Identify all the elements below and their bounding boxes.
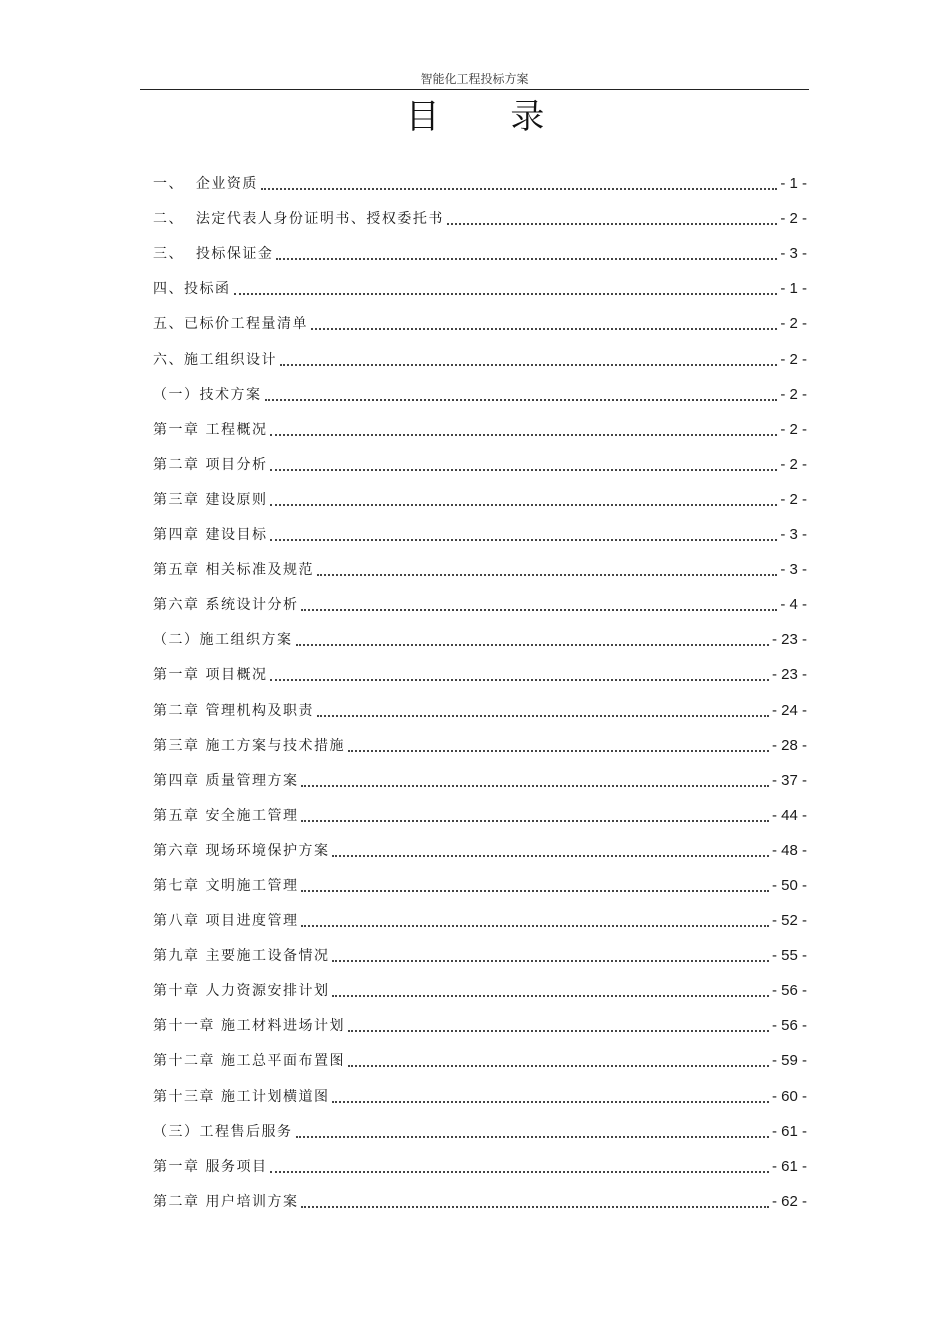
toc-dot-leader	[311, 328, 777, 330]
toc-entry-label: 五、已标价工程量清单	[153, 316, 308, 333]
toc-dot-leader	[301, 1206, 769, 1208]
toc-entry-page-number: - 61 -	[771, 1157, 807, 1175]
toc-dot-leader	[270, 1171, 769, 1173]
toc-dot-leader	[332, 995, 769, 997]
toc-entry-page-number: - 23 -	[771, 631, 807, 649]
toc-entry[interactable]	[153, 1178, 807, 1213]
toc-entry[interactable]	[153, 1108, 807, 1143]
toc-entry-label: 六、施工组织设计	[153, 351, 277, 368]
toc-entry-page-number: - 55 -	[771, 947, 807, 965]
toc-entry-label: 第二章 用户培训方案	[153, 1193, 299, 1210]
toc-dot-leader	[280, 364, 777, 366]
toc-entry-page-number: - 28 -	[771, 736, 807, 754]
toc-entry[interactable]	[153, 651, 807, 686]
toc-entry-label: 第一章 项目概况	[153, 667, 268, 684]
toc-entry[interactable]	[153, 230, 807, 265]
toc-entry[interactable]	[153, 932, 807, 967]
toc-entry-label: 一、 企业资质	[153, 176, 258, 193]
toc-entry-label: 第一章 工程概况	[153, 421, 268, 438]
toc-entry[interactable]	[153, 1002, 807, 1037]
toc-dot-leader	[261, 188, 777, 190]
toc-entry-page-number: - 37 -	[771, 771, 807, 789]
toc-entry[interactable]	[153, 897, 807, 932]
toc-entry-label: 第十一章 施工材料进场计划	[153, 1018, 345, 1035]
toc-entry-label: 第四章 建设目标	[153, 527, 268, 544]
toc-dot-leader	[296, 644, 769, 646]
toc-dot-leader	[348, 750, 769, 752]
toc-entry[interactable]	[153, 1037, 807, 1072]
toc-entry-page-number: - 59 -	[771, 1052, 807, 1070]
toc-entry[interactable]	[153, 160, 807, 195]
toc-entry[interactable]	[153, 862, 807, 897]
toc-entry[interactable]	[153, 581, 807, 616]
toc-entry-page-number: - 48 -	[771, 841, 807, 859]
toc-entry-label: （一）技术方案	[153, 386, 262, 403]
toc-dot-leader	[317, 574, 777, 576]
toc-entry-label: 三、 投标保证金	[153, 246, 274, 263]
toc-entry-page-number: - 3 -	[780, 245, 807, 263]
toc-entry-page-number: - 1 -	[780, 175, 807, 193]
toc-entry-label: 第十三章 施工计划横道图	[153, 1088, 330, 1105]
toc-dot-leader	[270, 679, 769, 681]
toc-dot-leader	[301, 820, 769, 822]
toc-dot-leader	[332, 1101, 769, 1103]
toc-dot-leader	[332, 855, 769, 857]
toc-entry[interactable]	[153, 827, 807, 862]
toc-entry[interactable]	[153, 1143, 807, 1178]
toc-entry-label: 第六章 系统设计分析	[153, 597, 299, 614]
toc-entry-page-number: - 44 -	[771, 806, 807, 824]
table-of-contents	[153, 160, 807, 1213]
toc-entry[interactable]	[153, 511, 807, 546]
toc-dot-leader	[296, 1136, 769, 1138]
toc-entry-page-number: - 2 -	[780, 385, 807, 403]
toc-entry-label: 第二章 管理机构及职责	[153, 702, 314, 719]
toc-entry[interactable]	[153, 792, 807, 827]
running-header: 智能化工程投标方案	[140, 72, 809, 90]
toc-entry-page-number: - 52 -	[771, 912, 807, 930]
toc-entry-page-number: - 2 -	[780, 210, 807, 228]
toc-dot-leader	[234, 293, 778, 295]
toc-entry-label: 二、 法定代表人身份证明书、授权委托书	[153, 211, 444, 228]
toc-entry-label: 第六章 现场环境保护方案	[153, 842, 330, 859]
toc-entry[interactable]	[153, 406, 807, 441]
toc-entry[interactable]	[153, 722, 807, 757]
toc-entry-page-number: - 56 -	[771, 1017, 807, 1035]
toc-entry-label: 第二章 项目分析	[153, 456, 268, 473]
toc-dot-leader	[301, 785, 769, 787]
toc-dot-leader	[348, 1065, 769, 1067]
toc-entry[interactable]	[153, 967, 807, 1002]
toc-entry[interactable]	[153, 371, 807, 406]
toc-dot-leader	[301, 609, 777, 611]
toc-dot-leader	[270, 539, 777, 541]
toc-entry[interactable]	[153, 546, 807, 581]
toc-entry-page-number: - 4 -	[780, 596, 807, 614]
page-title: 目 录	[405, 97, 575, 137]
toc-dot-leader	[301, 890, 769, 892]
toc-dot-leader	[265, 399, 778, 401]
toc-entry-label: 第七章 文明施工管理	[153, 877, 299, 894]
toc-dot-leader	[270, 504, 777, 506]
toc-entry-page-number: - 2 -	[780, 490, 807, 508]
toc-entry[interactable]	[153, 265, 807, 300]
toc-entry[interactable]	[153, 476, 807, 511]
toc-entry-page-number: - 60 -	[771, 1087, 807, 1105]
toc-entry-label: 四、投标函	[153, 281, 231, 298]
toc-entry-label: 第九章 主要施工设备情况	[153, 948, 330, 965]
toc-entry-label: 第三章 建设原则	[153, 491, 268, 508]
toc-entry-page-number: - 3 -	[780, 561, 807, 579]
toc-entry-label: 第三章 施工方案与技术措施	[153, 737, 345, 754]
toc-entry-label: 第五章 相关标准及规范	[153, 562, 314, 579]
toc-entry[interactable]	[153, 1072, 807, 1107]
toc-entry-page-number: - 62 -	[771, 1192, 807, 1210]
toc-entry-page-number: - 2 -	[780, 350, 807, 368]
toc-dot-leader	[447, 223, 777, 225]
toc-entry-label: 第十二章 施工总平面布置图	[153, 1053, 345, 1070]
toc-entry-page-number: - 23 -	[771, 666, 807, 684]
toc-entry-page-number: - 50 -	[771, 876, 807, 894]
toc-entry-page-number: - 61 -	[771, 1122, 807, 1140]
toc-entry-label: 第一章 服务项目	[153, 1158, 268, 1175]
toc-entry-page-number: - 2 -	[780, 455, 807, 473]
toc-dot-leader	[270, 469, 777, 471]
toc-dot-leader	[348, 1030, 769, 1032]
toc-dot-leader	[317, 715, 769, 717]
toc-entry-page-number: - 3 -	[780, 526, 807, 544]
toc-entry-label: 第十章 人力资源安排计划	[153, 983, 330, 1000]
toc-entry-label: （二）施工组织方案	[153, 632, 293, 649]
toc-entry-label: 第五章 安全施工管理	[153, 807, 299, 824]
toc-entry-page-number: - 1 -	[780, 280, 807, 298]
toc-entry-label: 第八章 项目进度管理	[153, 913, 299, 930]
toc-entry-label: （三）工程售后服务	[153, 1123, 293, 1140]
toc-dot-leader	[332, 960, 769, 962]
toc-dot-leader	[276, 258, 777, 260]
toc-entry-page-number: - 56 -	[771, 982, 807, 1000]
toc-entry-page-number: - 24 -	[771, 701, 807, 719]
toc-entry[interactable]	[153, 300, 807, 335]
toc-dot-leader	[270, 434, 777, 436]
toc-entry-page-number: - 2 -	[780, 315, 807, 333]
toc-dot-leader	[301, 925, 769, 927]
toc-entry[interactable]	[153, 616, 807, 651]
toc-entry[interactable]	[153, 757, 807, 792]
toc-entry-page-number: - 2 -	[780, 420, 807, 438]
toc-entry[interactable]	[153, 441, 807, 476]
toc-entry[interactable]	[153, 686, 807, 721]
toc-entry[interactable]	[153, 335, 807, 370]
toc-entry[interactable]	[153, 195, 807, 230]
toc-entry-label: 第四章 质量管理方案	[153, 772, 299, 789]
